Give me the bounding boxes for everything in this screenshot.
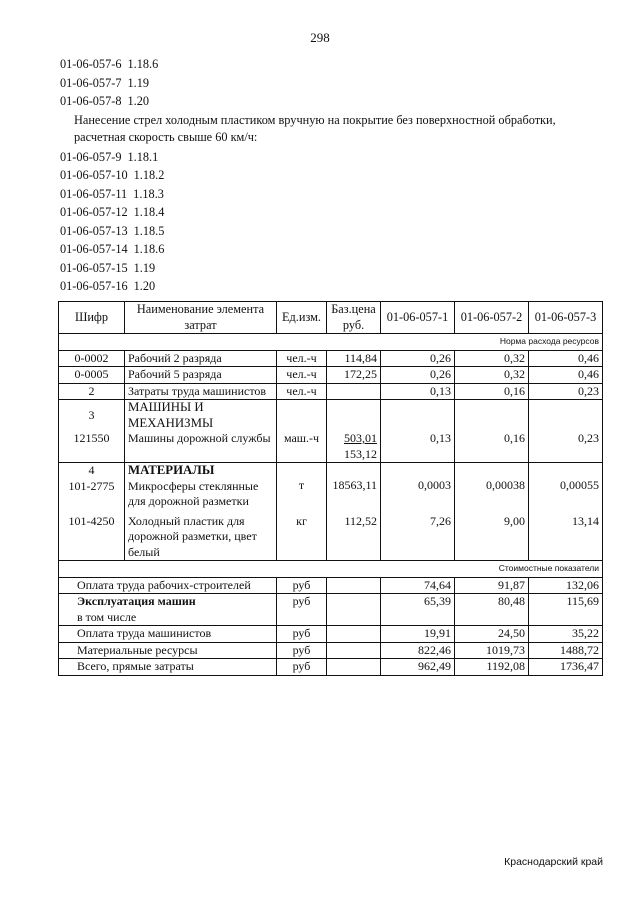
table-row — [59, 431, 603, 463]
code: 01-06-057-14 — [60, 242, 128, 256]
cell-price: 114,84 — [327, 350, 381, 367]
header-col1: 01-06-057-1 — [381, 302, 455, 334]
cost-name: Эксплуатация машин — [77, 594, 196, 608]
cell-code: 101-4250 — [59, 510, 125, 561]
code: 01-06-057-13 — [60, 223, 128, 238]
price-primary: 503,01 — [344, 431, 377, 445]
cell-value: 7,26 — [381, 510, 455, 561]
code-ref: 1.18.6 — [127, 57, 159, 71]
cell-name: Машины дорожной службы — [125, 431, 277, 463]
cell-price: 112,52 — [327, 510, 381, 561]
section-title-materials: МАТЕРИАЛЫ — [128, 463, 215, 477]
cell-code: 121550 — [59, 431, 125, 463]
cell-price — [327, 383, 381, 400]
cell-value: 0,46 — [529, 350, 603, 367]
cell-value: 0,46 — [529, 367, 603, 384]
cell-value: 0,32 — [455, 367, 529, 384]
section-norm-label: Норма расхода ресурсов — [59, 334, 603, 351]
header-col2: 01-06-057-2 — [455, 302, 529, 334]
cell-value: 0,23 — [529, 431, 603, 463]
cell-unit: чел.-ч — [277, 367, 327, 384]
code-line — [60, 148, 600, 167]
cost-unit: руб — [277, 577, 327, 594]
code-ref: 1.20 — [133, 279, 156, 293]
code-line — [60, 92, 600, 111]
price-secondary: 153,12 — [344, 446, 377, 461]
code-ref: 1.19 — [127, 75, 150, 90]
cell-name: Затраты труда машинистов — [125, 383, 277, 400]
cost-value: 132,06 — [529, 577, 603, 594]
cell-value: 13,14 — [529, 510, 603, 561]
cell-unit: т — [277, 463, 327, 510]
cost-value: 35,22 — [529, 626, 603, 643]
cell-name: Холодный пластик для дорожной разметки, цвет белый — [125, 510, 277, 561]
code-ref: 1.18.1 — [127, 149, 159, 164]
table-row — [59, 350, 603, 367]
code-ref: 1.20 — [127, 94, 150, 108]
cell-code — [59, 463, 125, 510]
header-name: Наименование элемента затрат — [125, 302, 277, 334]
section-header-row — [59, 400, 603, 432]
cell-unit: чел.-ч — [277, 383, 327, 400]
cell-unit: маш.-ч — [277, 431, 327, 463]
cost-name: Оплата труда машинистов — [59, 626, 277, 643]
cost-value: 80,48 — [455, 594, 529, 626]
code: 01-06-057-10 — [60, 168, 128, 182]
table-row — [59, 510, 603, 561]
code: 01-06-057-9 — [60, 149, 122, 164]
header-price: Баз.цена руб. — [327, 302, 381, 334]
cell-value: 0,13 — [381, 383, 455, 400]
cost-row — [59, 642, 603, 659]
table-row — [59, 367, 603, 384]
cell-code: 0-0005 — [59, 367, 125, 384]
cost-row-total — [59, 659, 603, 676]
work-description: Нанесение стрел холодным пластиком вручную на покрытие без поверхностной обработки, расчетная скорость свыше 60 км/ч: — [74, 112, 556, 144]
header-col3: 01-06-057-3 — [529, 302, 603, 334]
cost-value: 822,46 — [381, 642, 455, 659]
cell-code: 3 — [59, 400, 125, 432]
cost-name: Всего, прямые затраты — [59, 659, 277, 676]
cell-value: 0,32 — [455, 350, 529, 367]
table-row — [59, 383, 603, 400]
cost-value: 115,69 — [529, 594, 603, 626]
cell-code: 2 — [59, 383, 125, 400]
cost-row — [59, 594, 603, 626]
cost-value: 962,49 — [381, 659, 455, 676]
cell-value: 0,13 — [381, 431, 455, 463]
cell-value: 0,26 — [381, 367, 455, 384]
cell-code: 101-2775 — [68, 478, 115, 493]
code: 01-06-057-12 — [60, 205, 128, 219]
code-line — [60, 277, 600, 296]
cell-price — [327, 431, 381, 463]
code-ref: 1.18.6 — [133, 242, 165, 256]
cost-unit: руб — [277, 642, 327, 659]
cell-name: Микросферы стеклянные для дорожной разметки — [128, 478, 259, 508]
code-ref: 1.18.5 — [133, 223, 165, 238]
cost-name: Оплата труда рабочих-строителей — [59, 577, 277, 594]
cell-price: 172,25 — [327, 367, 381, 384]
code-list — [60, 55, 600, 296]
section-row — [59, 561, 603, 578]
cost-value: 1736,47 — [529, 659, 603, 676]
header-code: Шифр — [59, 302, 125, 334]
section-cost-label: Стоимостные показатели — [59, 561, 603, 578]
cell-value: 0,16 — [455, 383, 529, 400]
cost-value: 91,87 — [455, 577, 529, 594]
code-ref: 1.18.2 — [133, 168, 165, 182]
code: 01-06-057-15 — [60, 260, 128, 275]
cell-unit: чел.-ч — [277, 350, 327, 367]
table-header-row — [59, 302, 603, 334]
cell-value: 0,26 — [381, 350, 455, 367]
code: 01-06-057-11 — [60, 186, 128, 201]
region-footer: Краснодарский край — [504, 856, 603, 868]
code-line — [60, 203, 600, 222]
section-title-machines: МАШИНЫ И МЕХАНИЗМЫ — [125, 400, 277, 432]
section-header-row — [59, 463, 603, 510]
cost-row — [59, 577, 603, 594]
cell-name: Рабочий 5 разряда — [125, 367, 277, 384]
cell-value: 9,00 — [455, 510, 529, 561]
code-line — [60, 259, 600, 278]
code-line — [60, 55, 600, 74]
cost-name: Материальные ресурсы — [59, 642, 277, 659]
cost-value: 65,39 — [381, 594, 455, 626]
code-ref: 1.18.3 — [133, 186, 164, 201]
cost-value: 74,64 — [381, 577, 455, 594]
code-ref: 1.18.4 — [133, 205, 165, 219]
page-number: 298 — [310, 30, 330, 45]
section-row — [59, 334, 603, 351]
code-line — [60, 166, 600, 185]
cell-price: 18563,11 — [327, 463, 381, 510]
cell-code: 0-0002 — [59, 350, 125, 367]
cost-unit: руб — [277, 659, 327, 676]
cell-unit: кг — [277, 510, 327, 561]
code: 01-06-057-16 — [60, 279, 128, 293]
cost-value: 24,50 — [455, 626, 529, 643]
cell-value: 0,23 — [529, 383, 603, 400]
cost-unit: руб — [277, 626, 327, 643]
section-number: 4 — [88, 463, 95, 477]
cost-note: в том числе — [77, 609, 137, 624]
code-line — [60, 240, 600, 259]
code: 01-06-057-6 — [60, 57, 122, 71]
code-line — [60, 185, 600, 204]
cell-value: 0,16 — [455, 431, 529, 463]
resource-table — [58, 301, 603, 676]
cell-value: 0,00038 — [455, 463, 529, 510]
cell-value: 0,0003 — [381, 463, 455, 510]
cost-value: 19,91 — [381, 626, 455, 643]
cost-value: 1192,08 — [455, 659, 529, 676]
cost-value: 1488,72 — [529, 642, 603, 659]
code-line — [60, 222, 600, 241]
code: 01-06-057-8 — [60, 94, 122, 108]
cost-row — [59, 626, 603, 643]
header-unit: Ед.изм. — [277, 302, 327, 334]
cost-value: 1019,73 — [455, 642, 529, 659]
cell-value: 0,00055 — [529, 463, 603, 510]
cell-name: Рабочий 2 разряда — [125, 350, 277, 367]
cost-unit: руб — [277, 594, 327, 626]
code-ref: 1.19 — [133, 260, 156, 275]
code-line — [60, 74, 600, 93]
code: 01-06-057-7 — [60, 75, 122, 90]
